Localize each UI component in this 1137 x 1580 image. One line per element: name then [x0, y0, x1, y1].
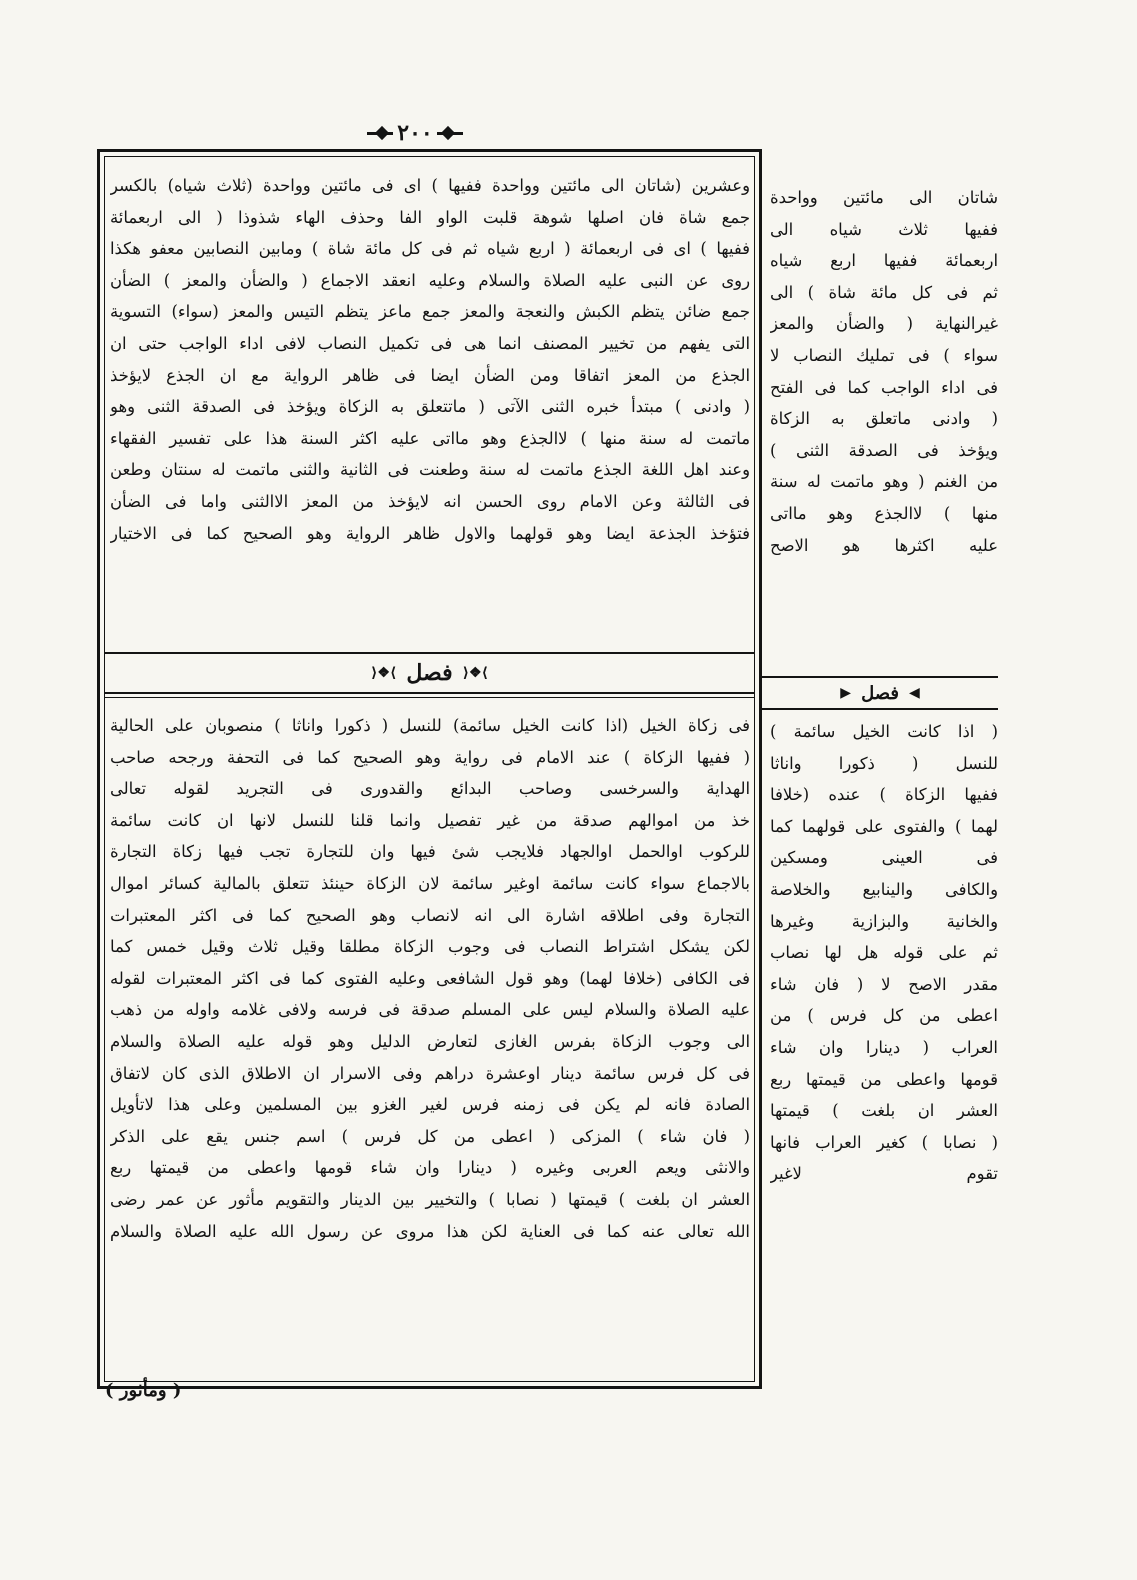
main-commentary-top	[110, 170, 750, 549]
side-text-line: ( اذا كانت الخيل سائمة )	[770, 722, 998, 741]
side-text-line: قومها واعطى من قيمتها ربع	[770, 1069, 998, 1089]
text-line: التجارة وفى اطلاقه اشارة الى انه لانصاب وهو الصحيح كما فى اكثر المعتبرات	[110, 905, 750, 925]
text-line: جمع شاة فان اصلها شوهة قلبت الواو الفا وحذف الهاء شذوذا ( الى اربعمائة	[110, 207, 750, 227]
side-text-line: العشر ان بلغت ) قيمتها	[770, 1101, 998, 1121]
side-text-line: لهما ) والفتوى على قولهما كما	[770, 816, 998, 836]
text-line: روى عن النبى عليه الصلاة والسلام وعليه انعقد الاجماع ( والضأن والمعز ) الضأن	[110, 270, 750, 290]
side-divider	[762, 708, 998, 710]
side-text-line: فى اداء الواجب كما فى الفتح	[770, 377, 998, 397]
text-line: الهداية والسرخسى وصاحب البدائع والقدورى فى التجريد لقوله تعالى	[110, 779, 750, 799]
side-text-line: اربعمائة ففيها اربع شياه	[770, 251, 998, 271]
catchword: ( ومأثور )	[105, 1380, 182, 1401]
side-text-line: ويؤخذ فى الصدقة الثنى )	[770, 440, 998, 460]
side-text-line: ففيها ثلاث شياه الى	[770, 219, 998, 239]
side-text-line: سواء ) فى تمليك النصاب لا	[770, 345, 998, 365]
side-text-line: ثم فى كل مائة شاة ) الى	[770, 282, 998, 302]
ornament-icon: ⟩❖⟨	[462, 665, 488, 681]
text-line: التى يفهم من تخيير المصنف انما هى فى تكميل النصاب لافى اداء الواجب حتى ان	[110, 333, 750, 353]
text-line: ( وادنى ) مبتدأ خبره الثنى الآتى ( ماتتعلق به الزكاة ويؤخذ فى الصدقة الثنى وهو	[110, 397, 750, 417]
text-line: فتؤخذ الجذعة ايضا وهو قولهما والاول ظاهر الرواية وهو الصحيح كما فى الاختيار	[110, 523, 750, 543]
side-text-line: والكافى والينابيع والخلاصة	[770, 879, 998, 899]
text-line: الله تعالى عنه كما فى العناية لكن هذا مروى عن رسول الله عليه الصلاة والسلام	[110, 1221, 750, 1241]
side-text-line: مقدر الاصح لا ( فان شاء	[770, 974, 998, 994]
ornament-icon	[367, 128, 393, 138]
text-line: وعشرين (شاتان الى مائتين وواحدة ففيها ) اى فى مائتين وواحدة (ثلاث شياه) بالكسر	[110, 176, 750, 195]
text-line: بالاجماع سواء كانت سائمة اوغير سائمة لان الزكاة حينئذ تتعلق بالمالية كسائر اموال	[110, 873, 750, 893]
side-text-line: ففيها الزكاة ) عنده (خلافا	[770, 785, 998, 805]
page-number	[335, 118, 495, 148]
text-line: الصادة فانه لم يكن فى زمنه فرس لغير الغزو بين المسلمين وعلى هذا لاتأويل	[110, 1095, 750, 1115]
text-line: فى كل فرس سائمة دينار اوعشرة دراهم وفى الاسرار ان الاطلاق الذى كان لاتفاق	[110, 1063, 750, 1083]
side-text-line: من الغنم ( وهو ماتمت له سنة	[770, 472, 998, 492]
text-line: ماتمت له سنة منها ) لاالجذع وهو مااتى عليه اكثر السنة هذا على تفسير الفقهاء	[110, 428, 750, 448]
side-section-heading	[762, 679, 998, 707]
text-line: جمع ضائن يتظم الكبش والنعجة والمعز جمع ماعز يتظم التيس والمعز (سواء) التسوية	[110, 302, 750, 322]
side-text-line: غيرالنهاية ( والضأن والمعز	[770, 314, 998, 334]
side-text-line: عليه اكثرها هو الاصح	[770, 535, 998, 555]
side-matn-bottom	[770, 716, 998, 1190]
main-section-heading	[104, 655, 755, 691]
side-text-line: والخانية والبزازية وغيرها	[770, 911, 998, 931]
side-text-line: تقوم لاغير	[770, 1164, 998, 1184]
side-text-line: منها ) لاالجذع وهو مااتى	[770, 503, 998, 523]
text-line: خذ من اموالهم صدقة من غير تفصيل وانما قلنا للنسل لانها ان كانت سائمة	[110, 810, 750, 830]
text-line: فى زكاة الخيل (اذا كانت الخيل سائمة) للنسل ( ذكورا واناثا ) منصوبان على الحالية	[110, 716, 750, 735]
text-line: وعند اهل اللغة الجذع ماتمت له سنة وطعنت فى الثانية والثنى ماتمت له سنتان وطعن	[110, 460, 750, 480]
text-line: عليه الصلاة والسلام ليس على المسلم صدقة فى فرسه ولافى غلامه واوله من ذهب	[110, 1000, 750, 1020]
text-line: ففيها ) اى فى اربعمائة ( اربع شياه ثم فى كل مائة شاة ) ومابين النصابين معفو هكذا	[110, 239, 750, 259]
ornament-icon: ◀	[908, 685, 920, 701]
text-line: والانثى ويعم العربى وغيره ( دينارا وان شاء قومها واعطى من قيمتها ربع	[110, 1158, 750, 1178]
side-heading-text: فصل	[861, 682, 899, 704]
side-text-line: ( وادنى ماتعلق به الزكاة	[770, 409, 998, 429]
side-text-line: فى العينى ومسكين	[770, 848, 998, 868]
text-line: ( ففيها الزكاة ) عند الامام فى رواية وهو الصحيح كما فى التحفة ورجحه صاحب	[110, 747, 750, 767]
text-line: ( فان شاء ) المزكى ( اعطى من كل فرس ) اسم جنس يقع على الذكر	[110, 1126, 750, 1146]
main-commentary-bottom	[110, 710, 750, 1247]
ornament-icon: ⟩❖⟨	[371, 665, 397, 681]
side-text-line: للنسل ( ذكورا واناثا	[770, 753, 998, 773]
text-line: الى وجوب الزكاة بفرس الغازى لتعارض الدليل وهو قوله عليه الصلاة والسلام	[110, 1031, 750, 1051]
text-line: لكن يشكل اشتراط النصاب فى وجوب الزكاة مطلقا وقيل ثلاث وقيل خمس كما	[110, 937, 750, 957]
side-text-line: العراب ( دينارا وان شاء	[770, 1037, 998, 1057]
section-divider	[104, 652, 755, 654]
text-line: العشر ان بلغت ) قيمتها ( نصابا ) والتخيير بين الدينار والتقويم مأثور عن عمر رضى	[110, 1189, 750, 1209]
section-divider-thin	[104, 697, 755, 698]
text-line: الجذع من المعز اتفاقا ومن الضأن ايضا فى ظاهر الرواية مع ان الجذع لايؤخذ	[110, 365, 750, 385]
side-divider	[762, 676, 998, 678]
side-text-line: شاتان الى مائتين وواحدة	[770, 188, 998, 207]
text-line: فى الكافى (خلافا لهما) وهو قول الشافعى وعليه الفتوى كما فى اكثر المعتبرات لقوله	[110, 968, 750, 988]
page-number-text: ٢٠٠	[397, 120, 433, 146]
text-line: للركوب اوالحمل اوالجهاد فلايجب شئ فيها وان للتجارة تجب فيها زكاة التجارة	[110, 842, 750, 862]
main-heading-text: فصل	[406, 660, 453, 686]
text-line: فى الثالثة وعن الامام روى الحسن انه لايؤخذ من المعز الاالثنى واما فى الضأن	[110, 491, 750, 511]
ornament-icon: ▶	[840, 685, 852, 701]
section-divider	[104, 692, 755, 694]
side-matn-top	[770, 182, 998, 561]
ornament-icon	[437, 128, 463, 138]
side-text-line: اعطى من كل فرس ) من	[770, 1006, 998, 1026]
side-text-line: ثم على قوله هل لها نصاب	[770, 943, 998, 963]
side-text-line: ( نصابا ) كغير العراب فانها	[770, 1132, 998, 1152]
